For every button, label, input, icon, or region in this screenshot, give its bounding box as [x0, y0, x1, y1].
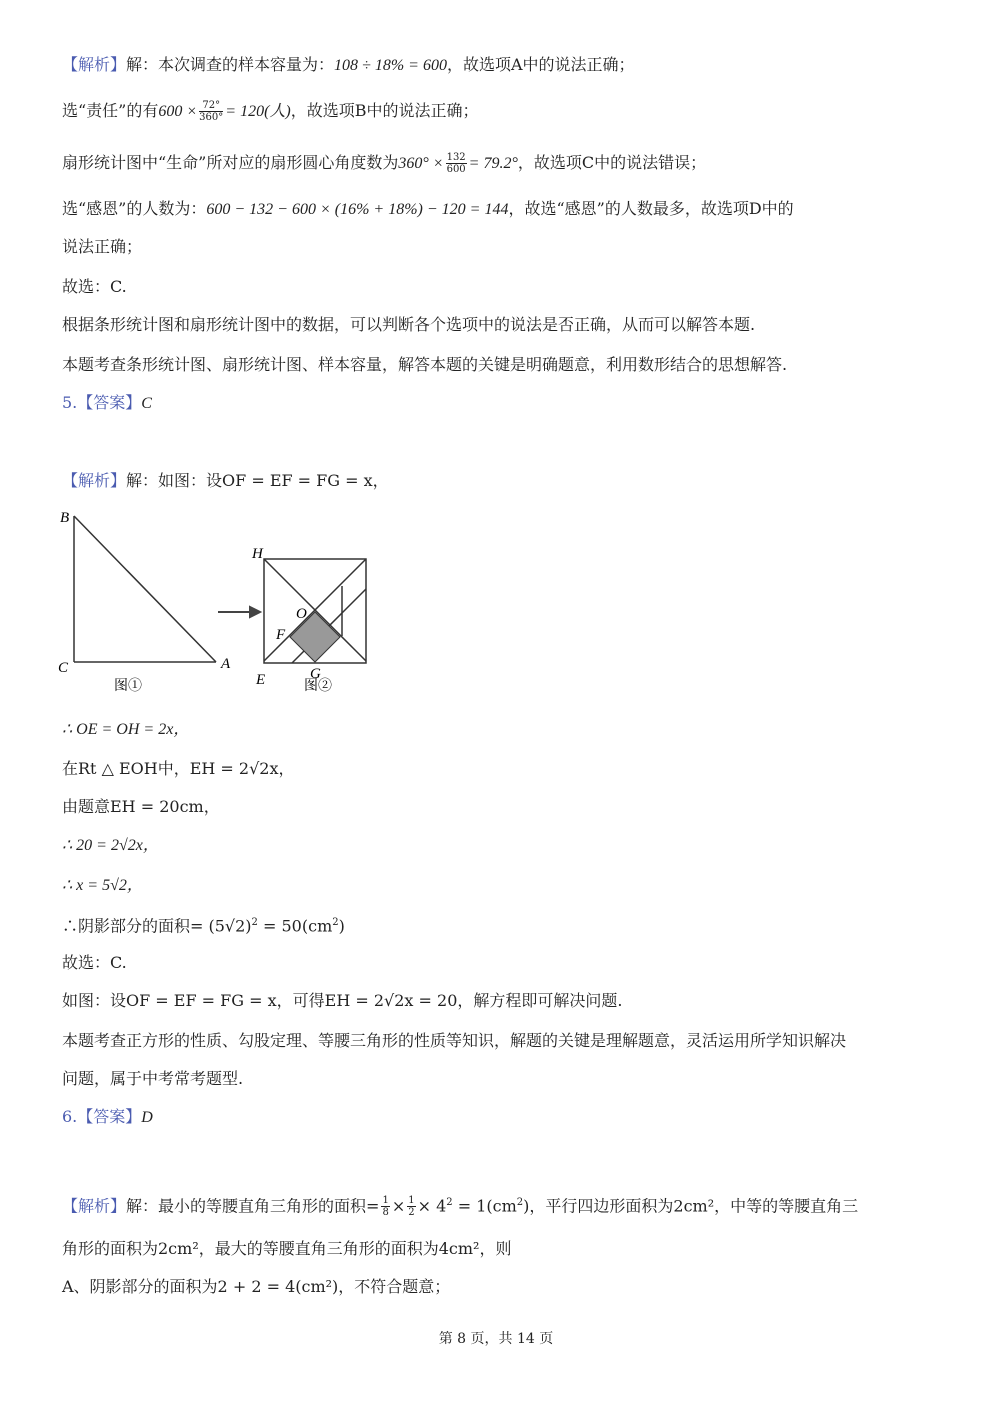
s4-line-1: 【解析】解：本次调查的样本容量为：108 ÷ 18% = 600，故选项A中的说法正确； [62, 55, 635, 74]
s4-line-6: 故选：C. [62, 277, 127, 296]
q5-answer-line: 5.【答案】C [62, 393, 152, 412]
label-E: E [256, 672, 266, 688]
q5-intro: 【解析】解：如图：设OF = EF = FG = x， [62, 471, 389, 490]
label-B: B [60, 510, 70, 526]
jiexi-tag: 【解析】 [62, 55, 127, 74]
fraction: $\frac{1}{8}$ [382, 1195, 389, 1219]
triangle-figure-1 [74, 516, 216, 662]
figure-svg [58, 506, 378, 696]
geometry-figure [58, 506, 378, 700]
q5-step-7: 故选：C. [62, 953, 127, 972]
s4-line-7: 根据条形统计图和扇形统计图中的数据，可以判断各个选项中的说法是否正确，从而可以解答本题. [62, 315, 756, 334]
q6-line-3: A、阴影部分的面积为2 + 2 = 4(cm²)，不符合题意； [62, 1277, 451, 1296]
label-A: A [221, 656, 231, 672]
label-F: F [276, 627, 286, 643]
s4-line-8: 本题考查条形统计图、扇形统计图、样本容量，解答本题的关键是明确题意，利用数形结合的思想解答. [62, 355, 788, 374]
label-C: C [58, 660, 69, 676]
q5-step-1: ∴ OE = OH = 2x， [62, 721, 190, 738]
q6-answer-line: 6.【答案】D [62, 1107, 153, 1126]
s4-line-3: 扇形统计图中“生命”所对应的扇形圆心角度数为360° × $\frac{132}{600}$ = 79.2°，故选项C中的说法错误； [62, 152, 707, 175]
s4-line-5: 说法正确； [62, 237, 143, 256]
caption-1: 图① [114, 678, 142, 694]
fraction: $\frac{72^\circ}{360^\circ}$ [199, 100, 224, 123]
fraction: $\frac{132}{600}$ [446, 152, 466, 175]
page-footer: 第 8 页，共 14 页 [438, 1331, 554, 1347]
s4-line-4: 选“感恩”的人数为：600 − 132 − 600 × (16% + 18%) − 120 = 144，故选“感恩”的人数最多，故选项D中的 [62, 199, 794, 218]
q5-step-2: 在Rt △ EOH中，EH = 2√2x， [62, 759, 295, 778]
q5-step-8: 如图：设OF = EF = FG = x，可得EH = 2√2x = 20，解方程即可解决问题. [62, 991, 623, 1010]
q5-step-10: 问题，属于中考常考题型. [62, 1069, 244, 1088]
q5-step-5: ∴ x = 5√2， [62, 877, 143, 894]
q5-step-9: 本题考查正方形的性质、勾股定理、等腰三角形的性质等知识，解题的关键是理解题意，灵活运用所学知识解决 [62, 1031, 847, 1050]
label-H: H [252, 546, 263, 562]
q5-step-4: ∴ 20 = 2√2x， [62, 837, 159, 854]
q6-line-1: 【解析】解：最小的等腰直角三角形的面积= $\frac{1}{8}$ × $\frac{1}{2}$ × $4^2 = 1(cm^2)$，平行四边形面积为2cm²，中等的等腰直角三 [62, 1195, 859, 1219]
q6-line-2: 角形的面积为2cm²，最大的等腰直角三角形的面积为4cm²，则 [62, 1239, 512, 1258]
caption-2: 图② [304, 678, 332, 694]
q5-step-6: ∴阴影部分的面积= $(5√2)^2 = 50(cm^2)$ [62, 916, 345, 936]
label-O: O [296, 606, 307, 622]
q5-step-3: 由题意EH = 20cm， [62, 797, 220, 816]
arrow-icon [218, 607, 260, 617]
s4-line-2: 选“责任”的有600 × $\frac{72^\circ}{360^\circ}$ = 120(人)，故选项B中的说法正确； [62, 100, 479, 123]
fraction: $\frac{1}{2}$ [408, 1195, 415, 1219]
label-G: G [310, 666, 321, 682]
